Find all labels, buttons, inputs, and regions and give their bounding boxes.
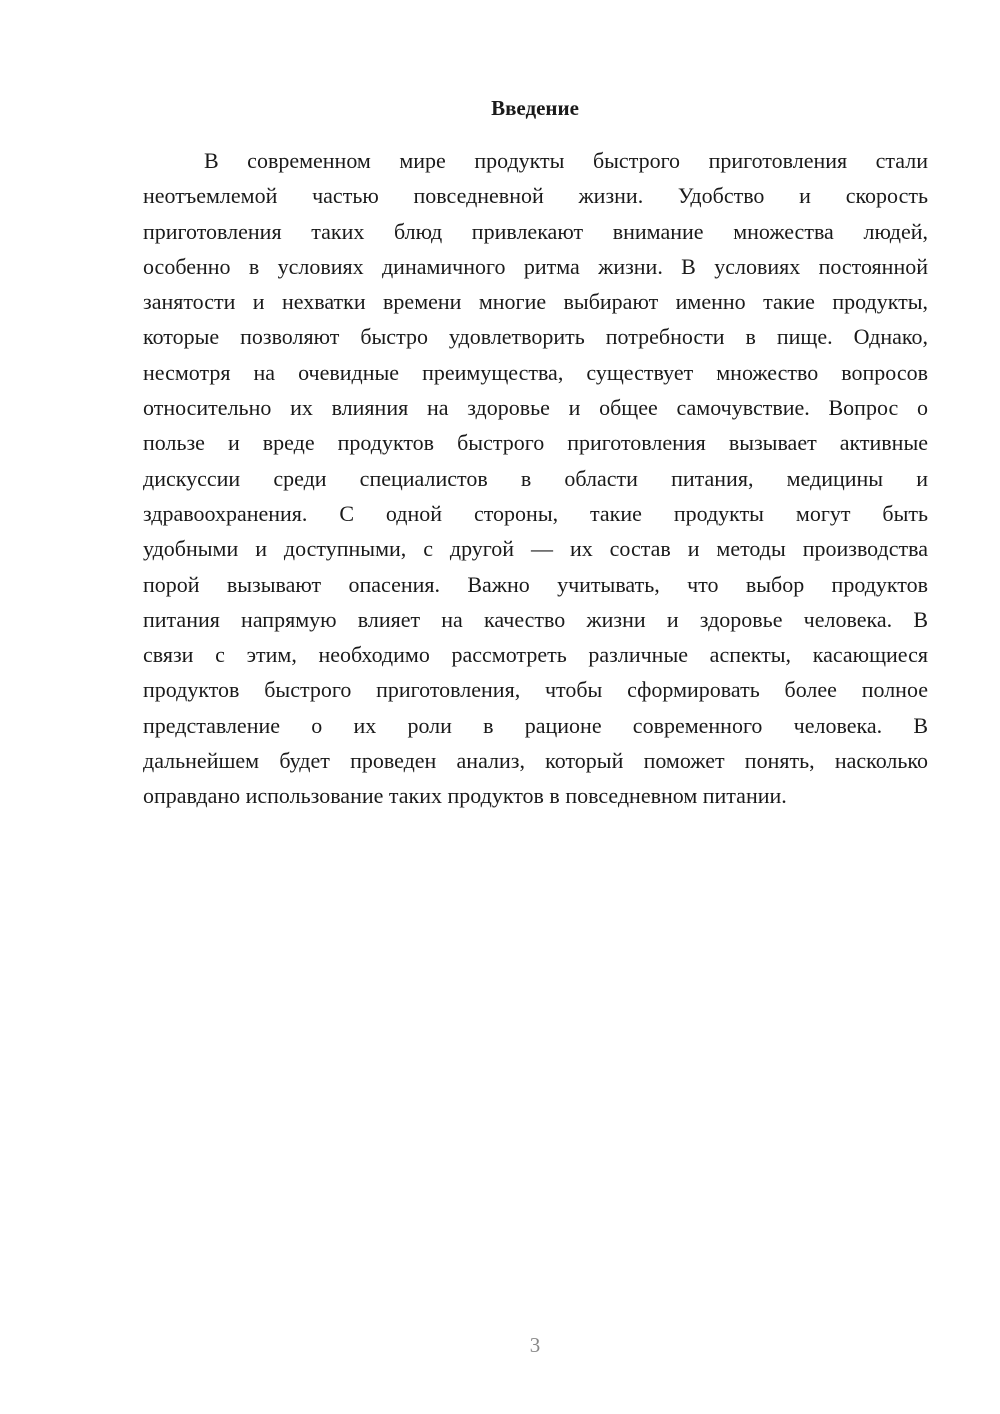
- text-line: занятости и нехватки времени многие выбирают именно такие продукты,: [143, 289, 928, 315]
- section-title: Введение: [491, 96, 579, 120]
- text-line: продуктов быстрого приготовления, чтобы сформировать более полное: [143, 677, 928, 703]
- text-line: относительно их влияния на здоровье и общее самочувствие. Вопрос о: [143, 395, 928, 421]
- text-line: которые позволяют быстро удовлетворить потребности в пище. Однако,: [143, 324, 928, 350]
- text-line: неотъемлемой частью повседневной жизни. Удобство и скорость: [143, 183, 928, 209]
- text-line: приготовления таких блюд привлекают внимание множества людей,: [143, 218, 928, 244]
- text-line: пользе и вреде продуктов быстрого приготовления вызывает активные: [143, 430, 928, 456]
- text-line: дискуссии среди специалистов в области питания, медицины и: [143, 465, 928, 491]
- text-line: особенно в условиях динамичного ритма жизни. В условиях постоянной: [143, 253, 928, 279]
- text-line: В современном мире продукты быстрого приготовления стали: [204, 148, 928, 173]
- text-line: удобными и доступными, с другой — их состав и методы производства: [143, 536, 928, 562]
- text-line: связи с этим, необходимо рассмотреть различные аспекты, касающиеся: [143, 642, 928, 668]
- text-line: порой вызывают опасения. Важно учитывать, что выбор продуктов: [143, 571, 928, 597]
- text-line: здравоохранения. С одной стороны, такие продукты могут быть: [143, 500, 928, 526]
- body-paragraph: [143, 143, 928, 814]
- text-line: несмотря на очевидные преимущества, существует множество вопросов: [143, 359, 928, 385]
- text-line: оправдано использование таких продуктов в повседневном питании.: [143, 783, 787, 809]
- text-line: представление о их роли в рационе современного человека. В: [143, 712, 928, 738]
- text-line: питания напрямую влияет на качество жизни и здоровье человека. В: [143, 606, 928, 632]
- text-line: дальнейшем будет проведен анализ, который поможет понять, насколько: [143, 748, 928, 774]
- page-number: 3: [529, 1333, 541, 1357]
